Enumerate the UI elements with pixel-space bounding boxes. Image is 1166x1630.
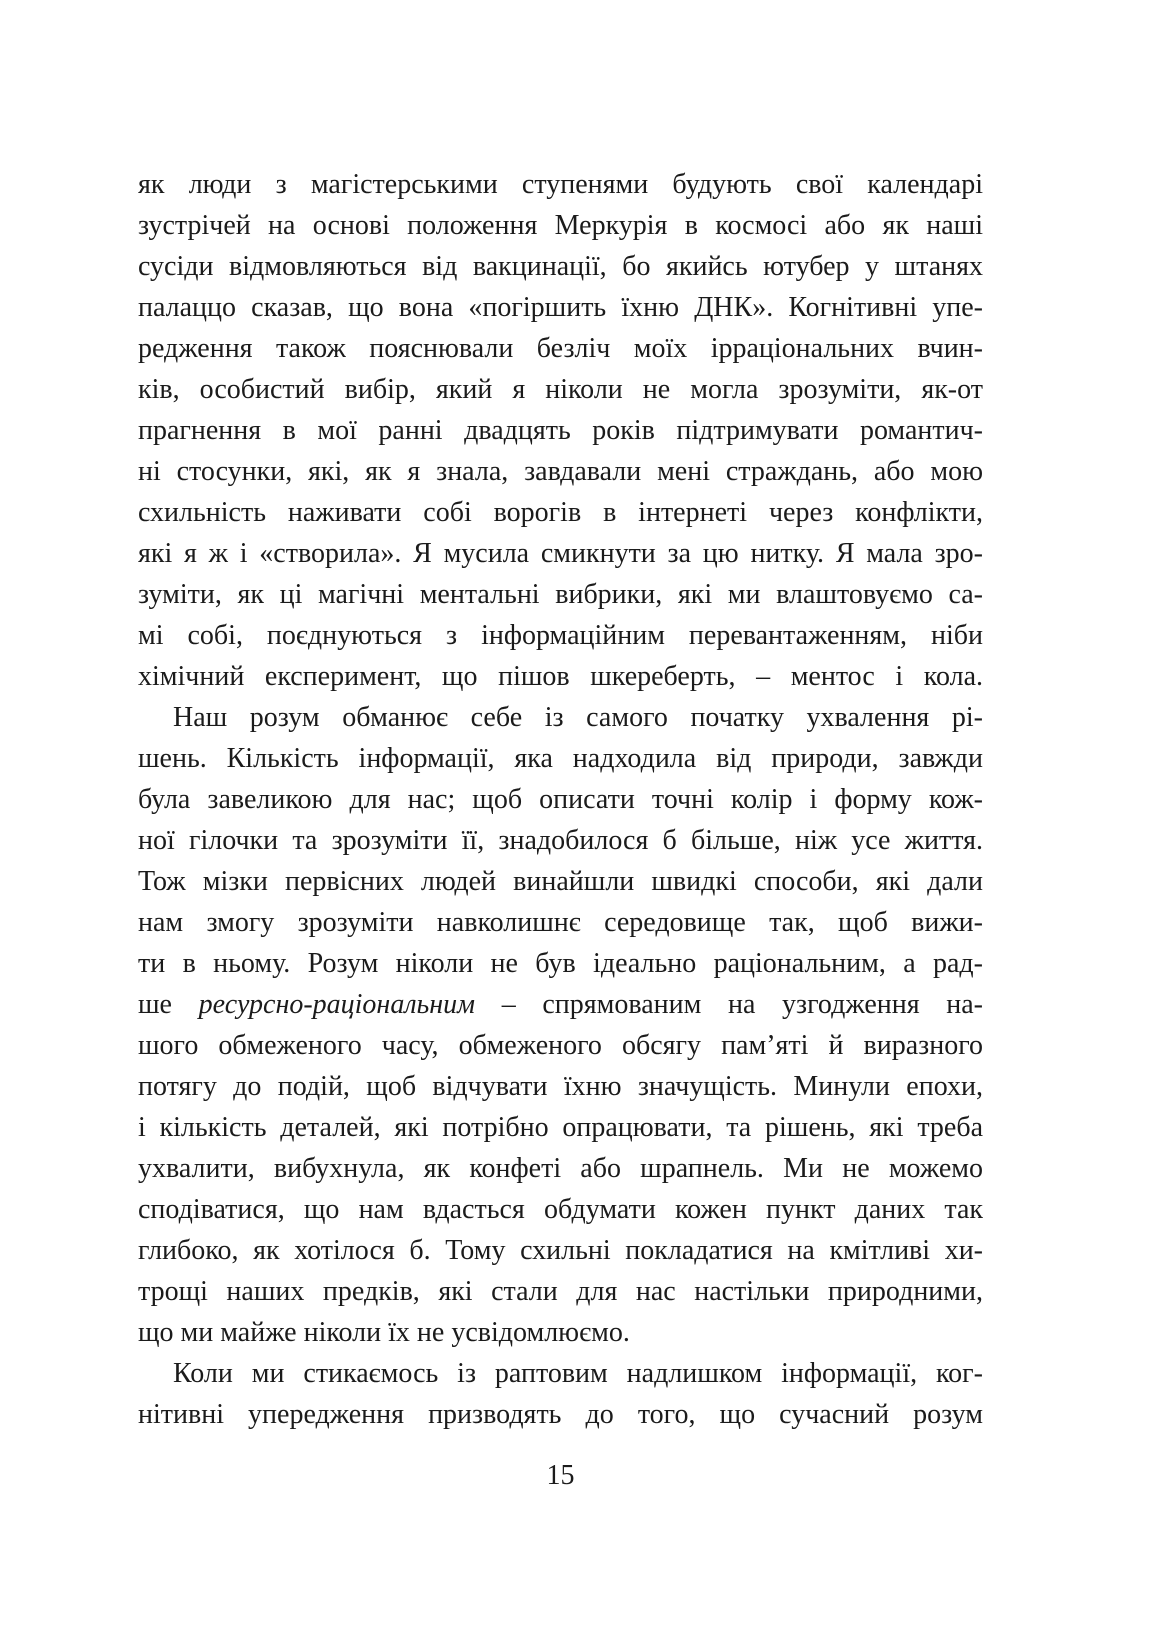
text-segment: шень. Кількість інформації, яка надходила від природи, завжди (138, 743, 983, 774)
text-segment: ків, особистий вибір, який я ніколи не могла зрозуміти, як-от (138, 374, 983, 405)
text-line (138, 1230, 983, 1271)
text-segment: що ми майже ніколи їх не усвідомлюємо. (138, 1317, 630, 1348)
paragraph (138, 164, 983, 697)
text-segment: як люди з магістерськими ступенями будують свої календарі (138, 169, 983, 200)
text-segment: була завеликою для нас; щоб описати точні колір і форму кож- (138, 784, 983, 815)
text-segment: зустрічей на основі положення Меркурія в космосі або як наші (138, 210, 983, 241)
text-line (138, 205, 983, 246)
text-line (138, 1312, 983, 1353)
text-line (138, 451, 983, 492)
text-segment: і кількість деталей, які потрібно опрацювати, та рішень, які треба (138, 1112, 983, 1143)
text-line (138, 369, 983, 410)
paragraph (138, 1353, 983, 1435)
text-segment: ти в ньому. Розум ніколи не був ідеально раціональним, а рад- (138, 948, 983, 979)
text-segment: сусіди відмовляються від вакцинації, бо якийсь ютубер у штанях (138, 251, 983, 282)
text-segment: зуміти, як ці магічні ментальні вибрики, які ми влаштовуємо са- (138, 579, 983, 610)
text-line (138, 820, 983, 861)
text-line (138, 697, 983, 738)
text-segment: ної гілочки та зрозуміти її, знадобилося б більше, ніж усе життя. (138, 825, 983, 856)
text-segment: хімічний експеримент, що пішов шкереберть, – ментос і кола. (138, 661, 983, 692)
text-segment: ухвалити, вибухнула, як конфеті або шрапнель. Ми не можемо (138, 1153, 983, 1184)
text-line (138, 574, 983, 615)
text-segment: ше (138, 989, 199, 1020)
text-line (138, 246, 983, 287)
text-segment: нітивні упередження призводять до того, що сучасний розум (138, 1399, 983, 1430)
text-line (138, 492, 983, 533)
text-segment: глибоко, як хотілося б. Тому схильні покладатися на кмітливі хи- (138, 1235, 983, 1266)
paragraph (138, 697, 983, 1353)
text-line (138, 1066, 983, 1107)
text-segment: палаццо сказав, що вона «погіршить їхню ДНК». Когнітивні упе- (138, 292, 983, 323)
text-line (138, 1271, 983, 1312)
text-line (138, 738, 983, 779)
text-segment: прагнення в мої ранні двадцять років підтримувати романтич- (138, 415, 983, 446)
text-line (138, 410, 983, 451)
text-segment: які я ж і «створила». Я мусила смикнути за цю нитку. Я мала зро- (138, 538, 983, 569)
text-line (138, 1107, 983, 1148)
text-line (138, 1394, 983, 1435)
text-segment: мі собі, поєднуються з інформаційним перевантаженням, ніби (138, 620, 983, 651)
text-line (138, 943, 983, 984)
text-line (138, 902, 983, 943)
page-text (138, 164, 983, 1435)
text-line (138, 533, 983, 574)
text-segment: Коли ми стикаємось із раптовим надлишком інформації, ког- (173, 1358, 983, 1389)
text-segment: Тож мізки первісних людей винайшли швидкі способи, які дали (138, 866, 983, 897)
text-line (138, 656, 983, 697)
text-line (138, 287, 983, 328)
text-segment: шого обмеженого часу, обмеженого обсягу пам’яті й виразного (138, 1030, 983, 1061)
text-line (138, 861, 983, 902)
text-segment: Наш розум обманює себе із самого початку ухвалення рі- (173, 702, 983, 733)
text-line (138, 164, 983, 205)
text-segment: потягу до подій, щоб відчувати їхню значущість. Минули епохи, (138, 1071, 983, 1102)
text-line (138, 779, 983, 820)
text-line (138, 1148, 983, 1189)
text-line (138, 1353, 983, 1394)
text-line (138, 328, 983, 369)
text-segment: нам змогу зрозуміти навколишнє середовище так, щоб вижи- (138, 907, 983, 938)
text-segment: редження також пояснювали безліч моїх ірраціональних вчин- (138, 333, 983, 364)
page-number: 15 (546, 1460, 575, 1491)
text-line (138, 984, 983, 1025)
text-line (138, 1189, 983, 1230)
text-segment: схильність наживати собі ворогів в інтернеті через конфлікти, (138, 497, 983, 528)
text-line (138, 1025, 983, 1066)
text-segment: – спрямованим на узгодження на- (475, 989, 983, 1020)
text-segment: ні стосунки, які, як я знала, завдавали мені страждань, або мою (138, 456, 983, 487)
text-segment: сподіватися, що нам вдасться обдумати кожен пункт даних так (138, 1194, 983, 1225)
text-line (138, 615, 983, 656)
emphasized-text-segment: ресурсно-раціональним (198, 989, 476, 1020)
text-segment: трощі наших предків, які стали для нас настільки природними, (138, 1276, 983, 1307)
